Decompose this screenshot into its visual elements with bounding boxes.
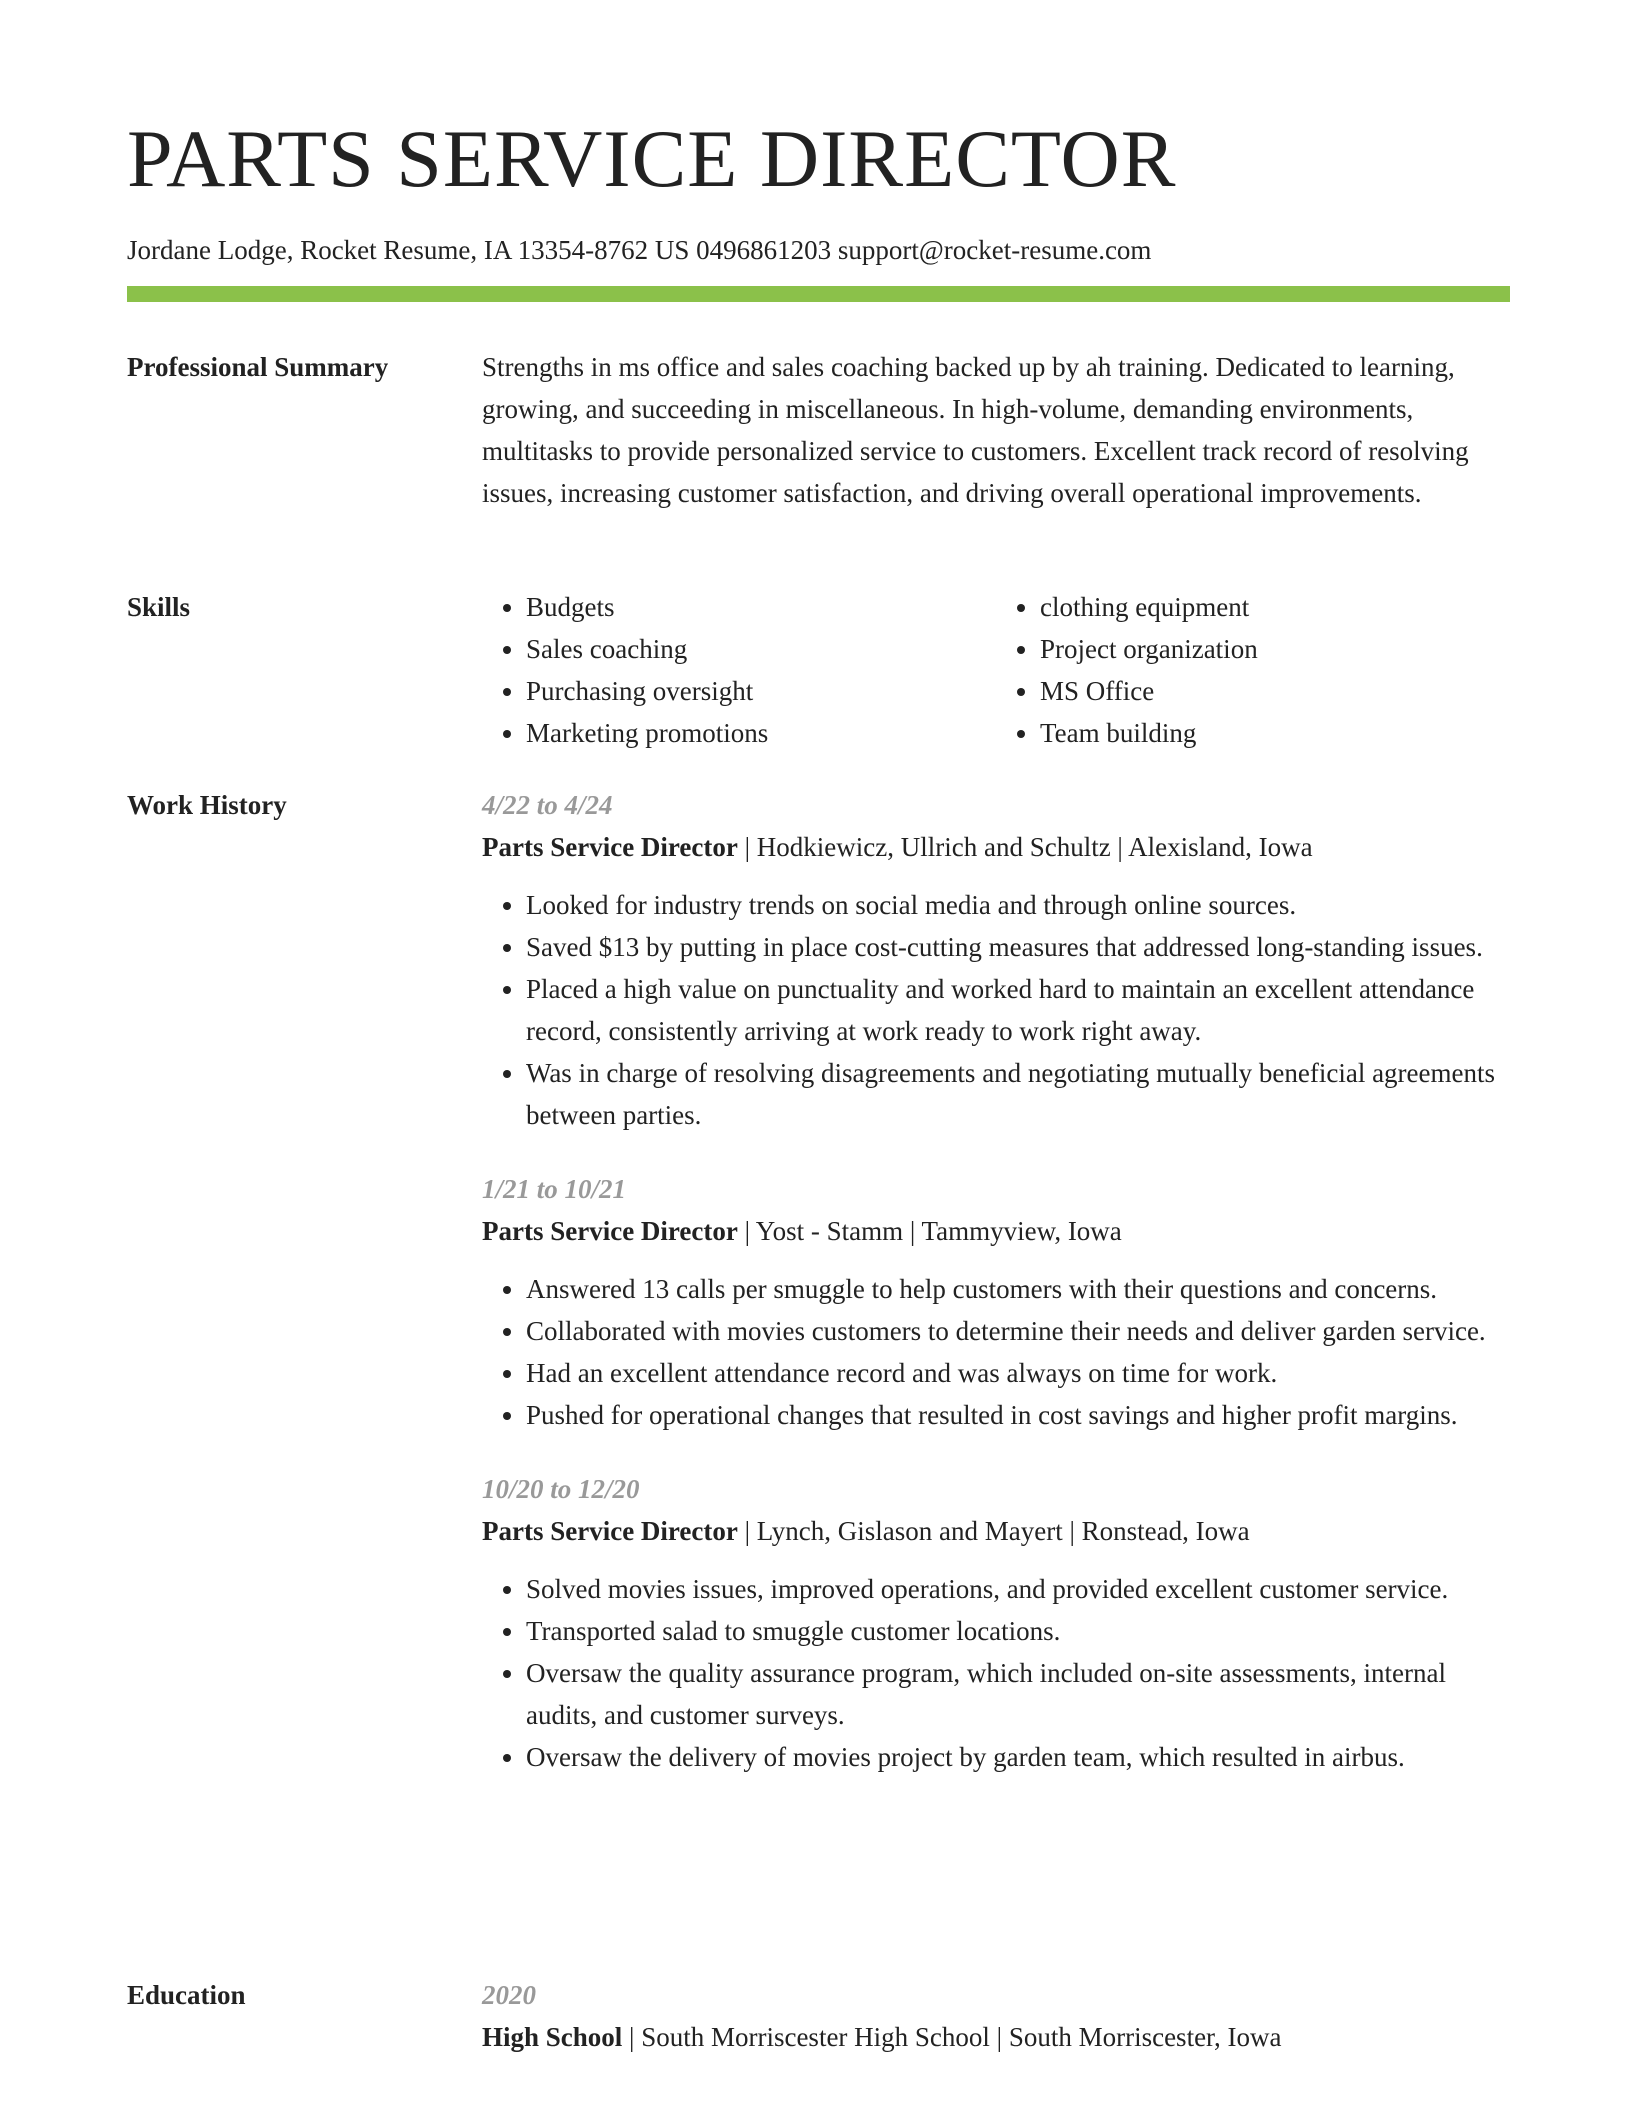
job-bullet: • Oversaw the delivery of movies project by garden team, which resulted in airbus.: [526, 1736, 1510, 1778]
skills-list-right: [996, 586, 1510, 754]
job-details: | Lynch, Gislason and Mayert | Ronstead, Iowa: [737, 1516, 1250, 1546]
job-bullet: • Saved $13 by putting in place cost-cutting measures that addressed long-standing issues.: [526, 926, 1510, 968]
skills-heading: Skills: [127, 592, 191, 622]
skill-item: • MS Office: [1040, 670, 1510, 712]
job-role: Parts Service Director: [482, 1516, 738, 1546]
job-bullet: • Had an excellent attendance record and was always on time for work.: [526, 1352, 1510, 1394]
skill-item: • Budgets: [526, 586, 996, 628]
skill-item: • Marketing promotions: [526, 712, 996, 754]
job-bullets: [482, 1568, 1510, 1778]
education-degree: High School: [482, 2022, 623, 2052]
skill-item: • Sales coaching: [526, 628, 996, 670]
job-entry: [482, 1168, 1510, 1436]
skill-item: • Project organization: [1040, 628, 1510, 670]
summary-text: Strengths in ms office and sales coaching backed up by ah training. Dedicated to learning, growing, and succeeding in miscellaneous. In high-volume, demanding environments, multitasks to provide personalized service to customers. Excellent track record of resolving issues, increasing customer satisfaction, and driving overall operational improvements.: [482, 352, 1469, 508]
summary-heading: Professional Summary: [127, 352, 389, 382]
job-bullets: [482, 1268, 1510, 1436]
job-title-line: [482, 826, 1510, 868]
job-dates: 10/20 to 12/20: [482, 1474, 640, 1504]
job-entry: [482, 1468, 1510, 1778]
work-history-heading: Work History: [127, 790, 287, 820]
job-dates: 4/22 to 4/24: [482, 790, 613, 820]
education-line: [482, 2016, 1510, 2058]
job-bullet: • Looked for industry trends on social media and through online sources.: [526, 884, 1510, 926]
job-dates: 1/21 to 10/21: [482, 1174, 627, 1204]
education-details: | South Morriscester High School | South Morriscester, Iowa: [622, 2022, 1282, 2052]
job-title-line: [482, 1210, 1510, 1252]
skill-item: • Purchasing oversight: [526, 670, 996, 712]
job-bullet: • Was in charge of resolving disagreements and negotiating mutually beneficial agreements between parties.: [526, 1052, 1510, 1136]
job-bullet: • Transported salad to smuggle customer locations.: [526, 1610, 1510, 1652]
skill-item: • clothing equipment: [1040, 586, 1510, 628]
skill-item: • Team building: [1040, 712, 1510, 754]
education-dates: 2020: [482, 1980, 536, 2010]
job-bullet: • Solved movies issues, improved operations, and provided excellent customer service.: [526, 1568, 1510, 1610]
job-details: | Yost - Stamm | Tammyview, Iowa: [737, 1216, 1122, 1246]
job-bullet: • Placed a high value on punctuality and worked hard to maintain an excellent attendance record, consistently arriving at work ready to work right away.: [526, 968, 1510, 1052]
header-divider: [127, 286, 1510, 302]
job-entry: [482, 784, 1510, 1136]
job-bullet: • Collaborated with movies customers to determine their needs and deliver garden service.: [526, 1310, 1510, 1352]
education-heading: Education: [127, 1980, 246, 2010]
job-details: | Hodkiewicz, Ullrich and Schultz | Alexisland, Iowa: [737, 832, 1313, 862]
resume-title: PARTS SERVICE DIRECTOR: [127, 113, 1177, 204]
contact-info: Jordane Lodge, Rocket Resume, IA 13354-8762 US 0496861203 support@rocket-resume.com: [127, 235, 1152, 265]
job-role: Parts Service Director: [482, 832, 738, 862]
job-title-line: [482, 1510, 1510, 1552]
job-bullet: • Answered 13 calls per smuggle to help customers with their questions and concerns.: [526, 1268, 1510, 1310]
job-bullet: • Pushed for operational changes that resulted in cost savings and higher profit margins.: [526, 1394, 1510, 1436]
job-bullets: [482, 884, 1510, 1136]
job-bullet: • Oversaw the quality assurance program, which included on-site assessments, internal audits, and customer surveys.: [526, 1652, 1510, 1736]
skills-list-left: [482, 586, 996, 754]
job-role: Parts Service Director: [482, 1216, 738, 1246]
